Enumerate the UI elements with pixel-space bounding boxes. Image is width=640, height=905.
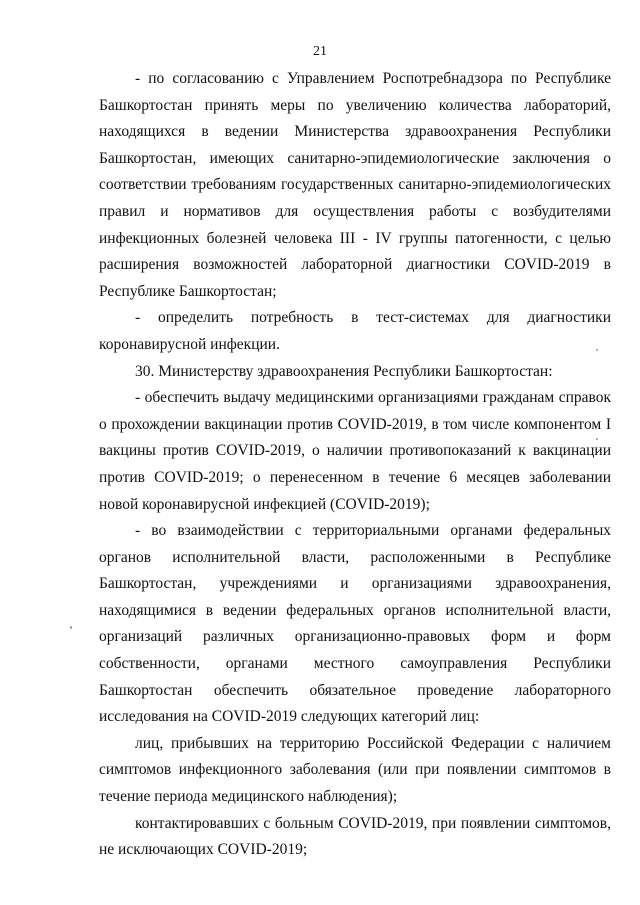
paragraph-laboratories: - по согласованию с Управлением Роспотребнадзора по Республике Башкортостан принять меры по увеличению количества лабораторий, находящихся в ведении Министерства здравоохранения Республики Башкортостан, имеющих санитарно-эпидемиологические заключения о соответствии требованиям государственных санитарно-эпидемиологических правил и нормативов для осуществления работы с возбудителями инфекционных болезней человека III - IV группы патогенности, с целью расширения возможностей лабораторной диагностики COVID-2019 в Республике Башкортостан; (99, 70, 611, 300)
page-number: 21 (313, 44, 327, 59)
paragraph-interaction: - во взаимодействии с территориальными органами федеральных органов исполнительной власти, расположенными в Республике Башкортостан, учреждениями и организациями здравоохранения, находящимися в ведении федеральных органов исполнительной власти, организаций различных организационно-правовых форм и форм собственности, органами местного самоуправления Республики Башкортостан обеспечить обязательное проведение лабораторного исследования на COVID-2019 следующих категорий лиц: (99, 522, 611, 726)
paragraph-item-30: 30. Министерству здравоохранения Республики Башкортостан: (135, 362, 553, 380)
scan-speck (596, 438, 598, 440)
paragraph-vaccination-certificates: - обеспечить выдачу медицинскими организациями гражданам справок о прохождении вакцинации против COVID-2019, в том числе компонентом I вакцины против COVID-2019, о наличии противопоказаний к вакцинации против COVID-2019; о перенесенном в течение 6 месяцев заболевании новой коронавирусной инфекцией (COVID-2019); (99, 389, 611, 513)
scan-speck (596, 349, 598, 351)
paragraph-test-systems: - определить потребность в тест-системах для диагностики коронавирусной инфекции. (99, 309, 611, 353)
paragraph-arrivals: лиц, прибывших на территорию Российской Федерации с наличием симптомов инфекционного заболевания (или при появлении симптомов в течение периода медицинского наблюдения); (99, 734, 611, 806)
scan-speck (70, 626, 72, 629)
paragraph-contacts: контактировавших с больным COVID-2019, при появлении симптомов, не исключающих COVID-2019; (99, 814, 611, 859)
document-body (99, 66, 611, 864)
